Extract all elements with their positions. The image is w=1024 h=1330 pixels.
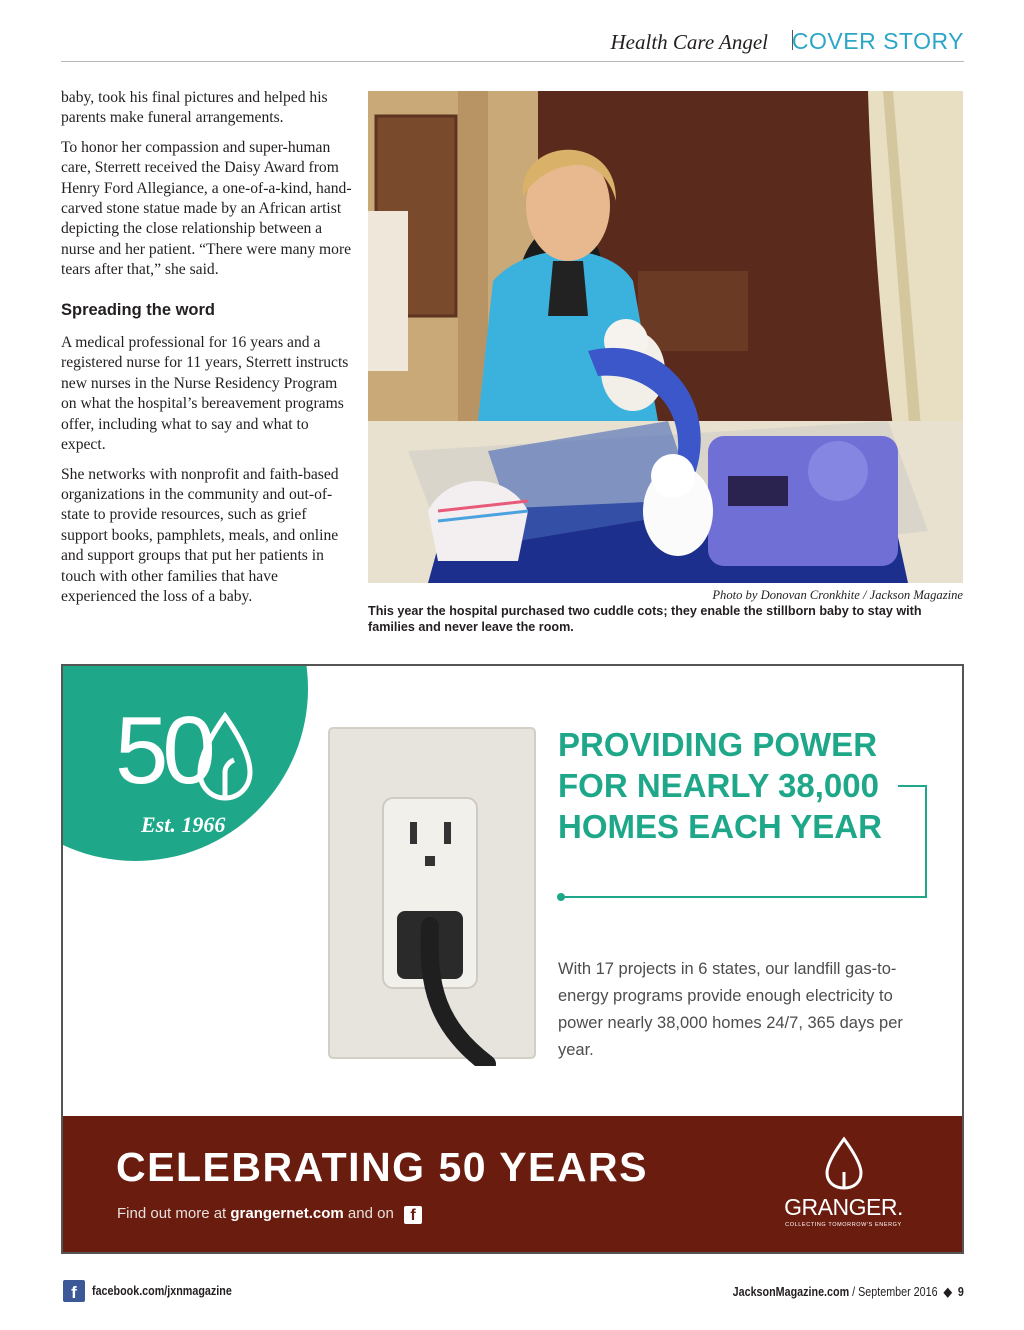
article-photo [368,91,963,583]
site-url[interactable]: JacksonMagazine.com [732,1285,850,1299]
headline-line: PROVIDING POWER [558,726,878,763]
anniversary-number: 50 [115,697,210,804]
article-paragraph: baby, took his final pictures and helped his parents make funeral arrangements. [61,89,328,127]
diamond-icon: ◆ [943,1285,953,1299]
granger-logo-text: GRANGER. [784,1194,903,1220]
running-header [61,26,964,62]
granger-tagline: COLLECTING TOMORROW'S ENERGY [785,1222,902,1228]
find-out-more [117,1205,422,1224]
page-footer [61,1280,964,1304]
photo-caption: This year the hospital purchased two cuddle cots; they enable the stillborn baby to stay with families and never leave the room. [368,604,922,634]
article-paragraph: A medical professional for 16 years and a registered nurse for 11 years, Sterrett instructs new nurses in the Nurse Residency Program on what the hospital’s bereavement programs offer, including what to say and what to expect. [61,334,349,454]
established-year: Est. 1966 [141,812,226,837]
leaf-drop-icon [196,712,254,802]
find-prefix: Find out more at [117,1205,227,1222]
headline-bracket-line [553,781,933,906]
article-subhead: Spreading the word [61,300,216,319]
issue-date: / September 2016 [852,1285,938,1299]
website-link[interactable]: grangernet.com [230,1205,344,1222]
facebook-icon[interactable]: f [63,1280,85,1302]
photo-credit: Photo by Donovan Cronkhite / Jackson Magazine [712,588,963,602]
story-label: COVER STORY [791,28,964,54]
ad-footer-band [63,1116,964,1254]
headline-line: HOMES EACH YEAR [558,808,882,845]
ad-body-text: With 17 projects in 6 states, our landfill gas-to-energy programs provide enough electricity to power nearly 38,000 homes 24/7, 365 days per year. [558,960,903,1059]
section-title: Health Care Angel [610,30,768,54]
article-column [61,88,353,616]
article-paragraph: She networks with nonprofit and faith-based organizations in the community and out-of-state to provide resources, such as grief support books, pamphlets, meals, and online and support groups that put her patients in touch with other families that have experienced the loss of a baby. [61,465,339,605]
nurse-photo-illustration [368,91,963,583]
article-paragraph: To honor her compassion and super-human care, Sterrett received the Daisy Award from Henry Ford Allegiance, a one-of-a-kind, hand-carved stone statue made by an African artist depicting the close relationship between a nurse and her patient. “There were many more tears after that,” she said. [61,138,352,279]
facebook-icon[interactable]: f [404,1206,422,1224]
celebrating-title: CELEBRATING 50 YEARS [116,1144,648,1190]
facebook-url[interactable]: facebook.com/jxnmagazine [92,1284,232,1298]
headline-line: FOR NEARLY 38,000 [558,767,879,804]
granger-advertisement [61,664,964,1254]
granger-leaf-icon [823,1136,865,1190]
page-number: 9 [958,1285,964,1299]
find-suffix: and on [347,1205,394,1222]
footer-right [733,1284,964,1299]
outlet-plug-illustration [327,726,537,1066]
